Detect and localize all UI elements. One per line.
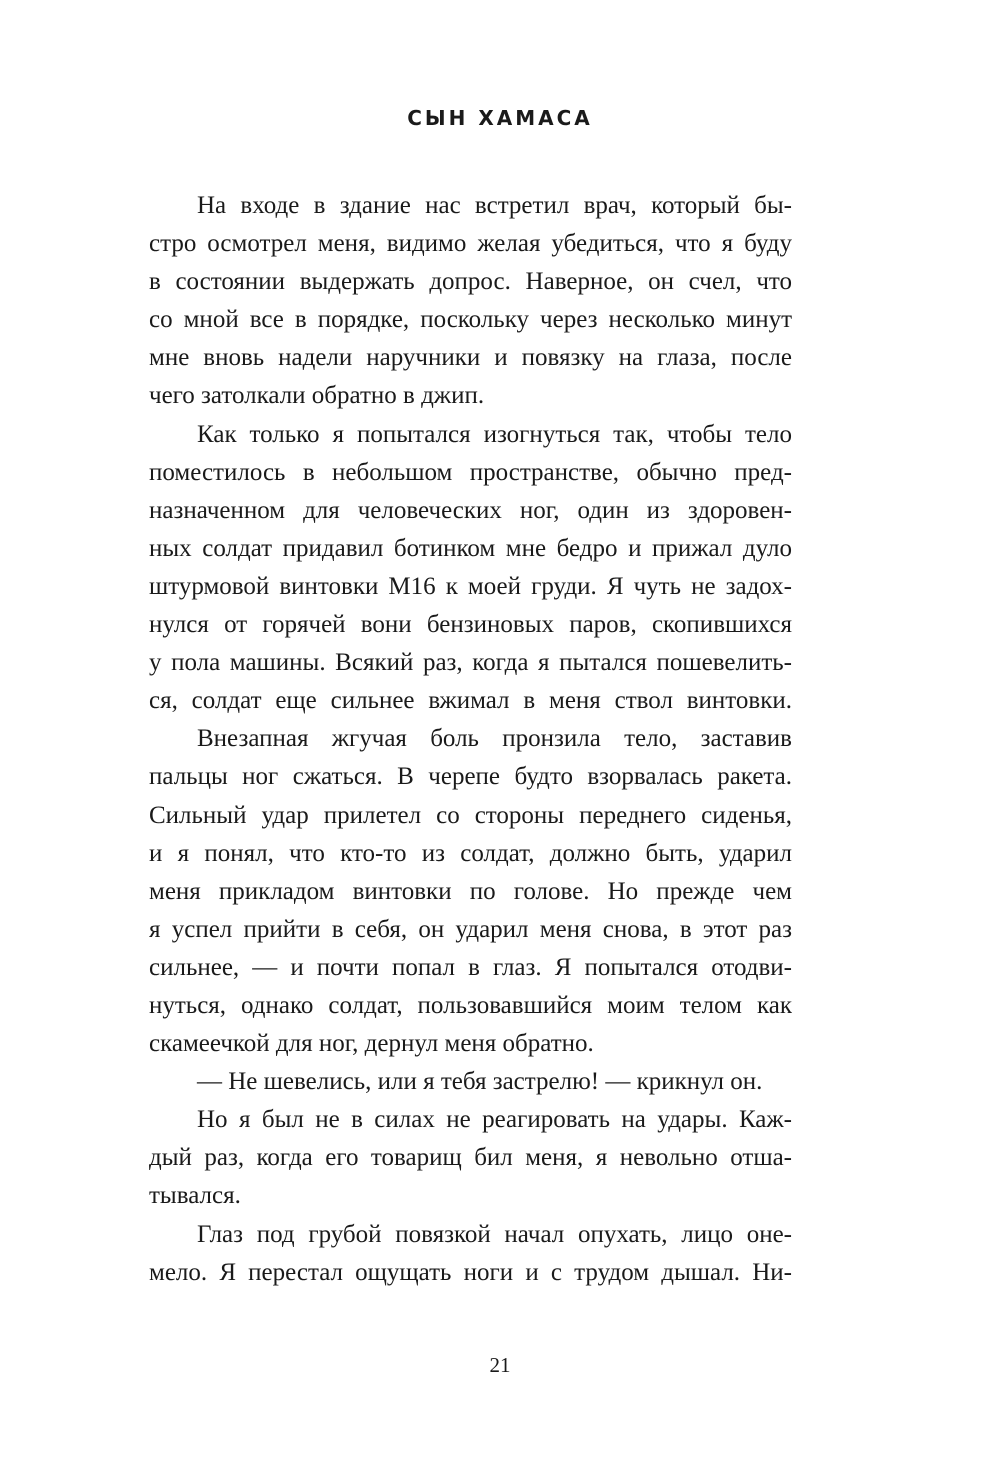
text-line: стро осмотрел меня, видимо желая убедиться, что я буду — [149, 230, 792, 258]
text-line: Глаз под грубой повязкой начал опухать, лицо оне- — [197, 1220, 792, 1248]
text-line: и я понял, что кто-то из солдат, должно быть, ударил — [149, 839, 792, 867]
text-line: назначенном для человеческих ног, один из здоровен- — [149, 496, 792, 524]
text-line: нуться, однако солдат, пользовавшийся моим телом как — [149, 991, 792, 1019]
text-line: скамеечкой для ног, дернул меня обратно. — [149, 1030, 594, 1058]
text-line: На входе в здание нас встретил врач, который бы- — [197, 192, 792, 219]
text-line: пальцы ног сжаться. В черепе будто взорвалась ракета. — [149, 763, 792, 791]
text-line: меня прикладом винтовки по голове. Но прежде чем — [149, 877, 792, 905]
text-line: мне вновь надели наручники и повязку на глаза, после — [149, 344, 792, 372]
text-line: Но я был не в силах не реагировать на удары. Каж- — [197, 1106, 792, 1134]
text-line: поместилось в небольшом пространстве, обычно пред- — [149, 458, 792, 486]
page-number: 21 — [489, 1353, 511, 1377]
text-line: у пола машины. Всякий раз, когда я пытался пошевелить- — [149, 649, 792, 677]
text-line: я успел прийти в себя, он ударил меня снова, в этот раз — [149, 915, 792, 943]
text-line: сильнее, — и почти попал в глаз. Я попытался отодви- — [149, 953, 792, 981]
text-line: дый раз, когда его товарищ бил меня, я невольно отша- — [149, 1144, 792, 1172]
text-line: нулся от горячей вони бензиновых паров, скопившихся — [149, 611, 792, 639]
text-line: чего затолкали обратно в джип. — [149, 382, 485, 410]
text-line: Сильный удар прилетел со стороны переднего сиденья, — [149, 801, 792, 829]
text-line: Внезапная жгучая боль пронзила тело, заставив — [197, 725, 792, 753]
dialogue-line: — Не шевелись, или я тебя застрелю! — крикнул он. — [197, 1068, 763, 1096]
text-line: Как только я попытался изогнуться так, чтобы тело — [197, 420, 792, 448]
text-line: в состоянии выдержать допрос. Наверное, он счел, что — [149, 268, 792, 296]
text-line: тывался. — [149, 1182, 241, 1210]
text-line: ных солдат придавил ботинком мне бедро и прижал дуло — [149, 534, 792, 562]
text-line: со мной все в порядке, поскольку через несколько минут — [149, 306, 792, 334]
text-line: ся, солдат еще сильнее вжимал в меня ствол винтовки. — [149, 687, 792, 715]
text-line: штурмовой винтовки M16 к моей груди. Я чуть не задох- — [149, 572, 792, 600]
text-line: мело. Я перестал ощущать ноги и с трудом дышал. Ни- — [149, 1258, 792, 1286]
running-header-title: СЫН ХАМАСА — [407, 106, 593, 130]
body-text — [149, 187, 792, 1292]
